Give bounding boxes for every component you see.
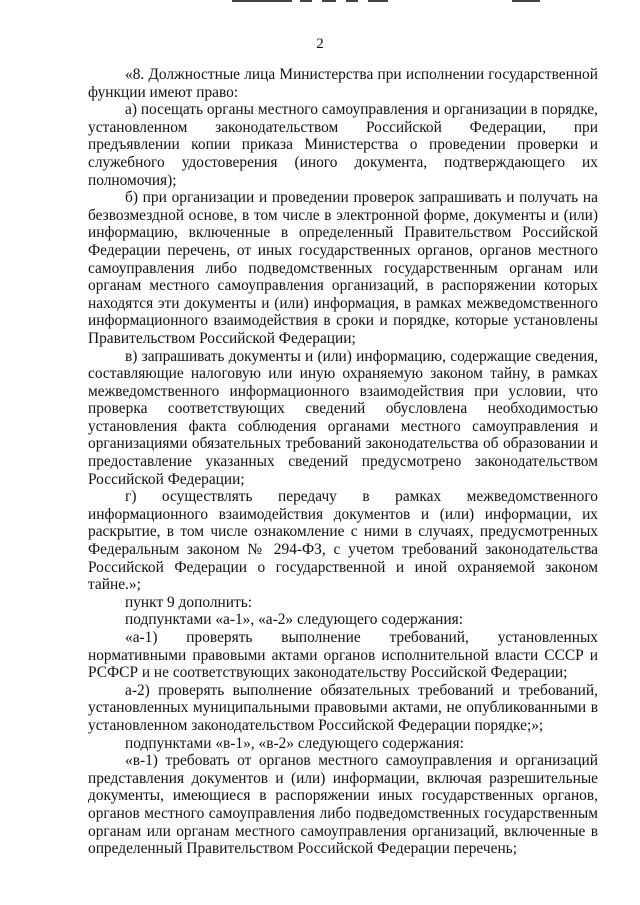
paragraph-subclause-b: б) при организации и проведении проверок запрашивать и получать на безвозмездной основе, в том числе в электронной форме, документы и (или) информацию, включенные в определенный Правительством Российской Федерации перечень, от иных государственных органов, органов местного самоуправления либо подведомственных государственным органам или органам местного самоуправления организаций, в распоряжении которых находятся эти документы и (или) информация, в рамках межведомственного информационного взаимодействия в сроки и порядке, которые установлены Правительством Российской Федерации;	[88, 189, 598, 347]
document-body	[88, 66, 598, 858]
previous-page-edge	[0, 0, 640, 8]
paragraph-subclause-v: в) запрашивать документы и (или) информацию, содержащие сведения, составляющие налоговую или иную охраняемую законом тайну, в рамках межведомственного информационного взаимодействия при условии, что проверка соответствующих сведений обусловлена необходимостью установления факта соблюдения органами местного самоуправления и организациями обязательных требований законодательства об образовании и предоставление указанных сведений предусмотрено законодательством Российской Федерации;	[88, 347, 598, 488]
paragraph-subclause-a: а) посещать органы местного самоуправления и организации в порядке, установленном законодательством Российской Федерации, при предъявлении копии приказа Министерства о проведении проверки и служебного удостоверения (иного документа, подтверждающего их полномочия);	[88, 101, 598, 189]
paragraph-subclause-a2: а-2) проверять выполнение обязательных требований и требований, установленных муниципальными правовыми актами, не опубликованными в установленном законодательством Российской Федерации порядке;»;	[88, 681, 598, 734]
paragraph-subclause-v1: «в-1) требовать от органов местного самоуправления и организаций представления документов и (или) информации, включая разрешительные документы, имеющиеся в распоряжении иных государственных органов, органов местного самоуправления либо подведомственных государственным органам или органам местного самоуправления организаций, включенные в определенный Правительством Российской Федерации перечень;	[88, 752, 598, 858]
paragraph-a1-a2-intro: подпунктами «а-1», «а-2» следующего содержания:	[125, 611, 464, 629]
paragraph-clause-8: «8. Должностные лица Министерства при исполнении государственной функции имеют право:	[88, 66, 598, 101]
page-number: 2	[316, 36, 324, 52]
paragraph-v1-v2-intro: подпунктами «в-1», «в-2» следующего содержания:	[125, 734, 464, 752]
paragraph-item-9-intro: пункт 9 дополнить:	[125, 593, 252, 611]
paragraph-subclause-a1: «а-1) проверять выполнение требований, установленных нормативными правовыми актами органов исполнительной власти СССР и РСФСР и не соответствующих законодательству Российской Федерации;	[88, 629, 598, 682]
paragraph-subclause-g: г) осуществлять передачу в рамках межведомственного информационного взаимодействия документов и (или) информации, их раскрытие, в том числе ознакомление с ними в случаях, предусмотренных Федеральным законом № 294-ФЗ, с учетом требований законодательства Российской Федерации о государственной и иной охраняемой законом тайне.»;	[88, 488, 598, 594]
